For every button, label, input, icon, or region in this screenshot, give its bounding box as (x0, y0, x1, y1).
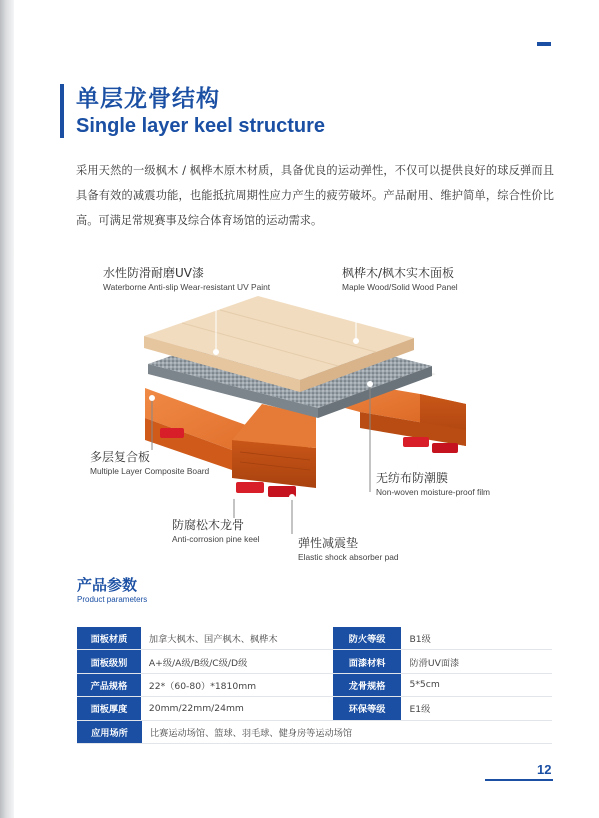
spec-value: 22*（60-80）*1810mm (148, 680, 257, 692)
spec-key: 面板厚度 (77, 697, 141, 719)
table-row (77, 697, 552, 720)
label-moisture-film (376, 471, 490, 498)
table-row (77, 674, 552, 697)
spec-value: 比赛运动场馆、篮球、羽毛球、健身房等运动场馆 (150, 727, 353, 739)
spec-value: 加拿大枫木、国产枫木、枫桦木 (148, 634, 278, 646)
label-composite-board (90, 450, 209, 477)
page-number-underline (485, 779, 553, 781)
label-wood-panel (342, 266, 458, 293)
label-wood-panel-zh: 枫桦木/枫木实木面板 (342, 266, 455, 280)
label-uv-paint-zh: 水性防滑耐磨UV漆 (103, 266, 204, 280)
params-title-zh: 产品参数 (77, 576, 138, 594)
spec-key: 防火等级 (333, 627, 402, 649)
spec-key: 面板级别 (77, 650, 141, 672)
label-composite-board-zh: 多层复合板 (90, 450, 151, 464)
spec-value: B1级 (409, 634, 431, 646)
page-title-en: Single layer keel structure (76, 115, 326, 137)
label-pine-keel (172, 518, 260, 545)
label-shock-pad-zh: 弹性减震垫 (298, 536, 359, 550)
table-row (77, 721, 552, 744)
spec-key: 面漆材料 (333, 650, 402, 672)
page-number: 12 (537, 762, 552, 777)
label-moisture-film-zh: 无纺布防潮膜 (376, 471, 449, 485)
spec-table (77, 627, 552, 744)
label-composite-board-en: Multiple Layer Composite Board (90, 466, 210, 476)
page-title-zh: 单层龙骨结构 (76, 86, 220, 112)
spec-key: 应用场所 (77, 721, 142, 743)
label-moisture-film-en: Non-woven moisture-proof film (376, 487, 491, 497)
spec-key: 龙骨规格 (333, 674, 402, 696)
label-uv-paint (103, 266, 270, 293)
spec-value: 5*5cm (409, 679, 440, 691)
params-title-en: Product parameters (77, 595, 148, 604)
spec-value: E1级 (409, 704, 431, 716)
intro-paragraph: 采用天然的一级枫木 / 枫桦木原木材质，具备优良的运动弹性，不仅可以提供良好的球反弹而且具备有效的减震功能，也能抵抗周期性应力产生的疲劳破坏。产品耐用、维护简单，综合性价比高。可满足常规赛事及综合体育场馆的运动需求。 (76, 164, 554, 227)
label-uv-paint-en: Waterborne Anti-slip Wear-resistant UV Paint (103, 282, 271, 292)
spec-key: 产品规格 (77, 674, 141, 696)
label-wood-panel-en: Maple Wood/Solid Wood Panel (342, 282, 458, 292)
spec-value: A+级/A级/B级/C级/D级 (148, 657, 248, 669)
label-shock-pad-en: Elastic shock absorber pad (298, 552, 399, 562)
table-row (77, 627, 552, 650)
label-pine-keel-zh: 防腐松木龙骨 (172, 518, 245, 532)
spec-key: 环保等级 (333, 697, 402, 719)
label-pine-keel-en: Anti-corrosion pine keel (172, 534, 260, 544)
spec-key: 面板材质 (77, 627, 141, 649)
label-shock-pad (298, 536, 399, 563)
spec-value: 20mm/22mm/24mm (148, 702, 244, 714)
table-row (77, 650, 552, 673)
spec-value: 防滑UV面漆 (409, 657, 460, 669)
